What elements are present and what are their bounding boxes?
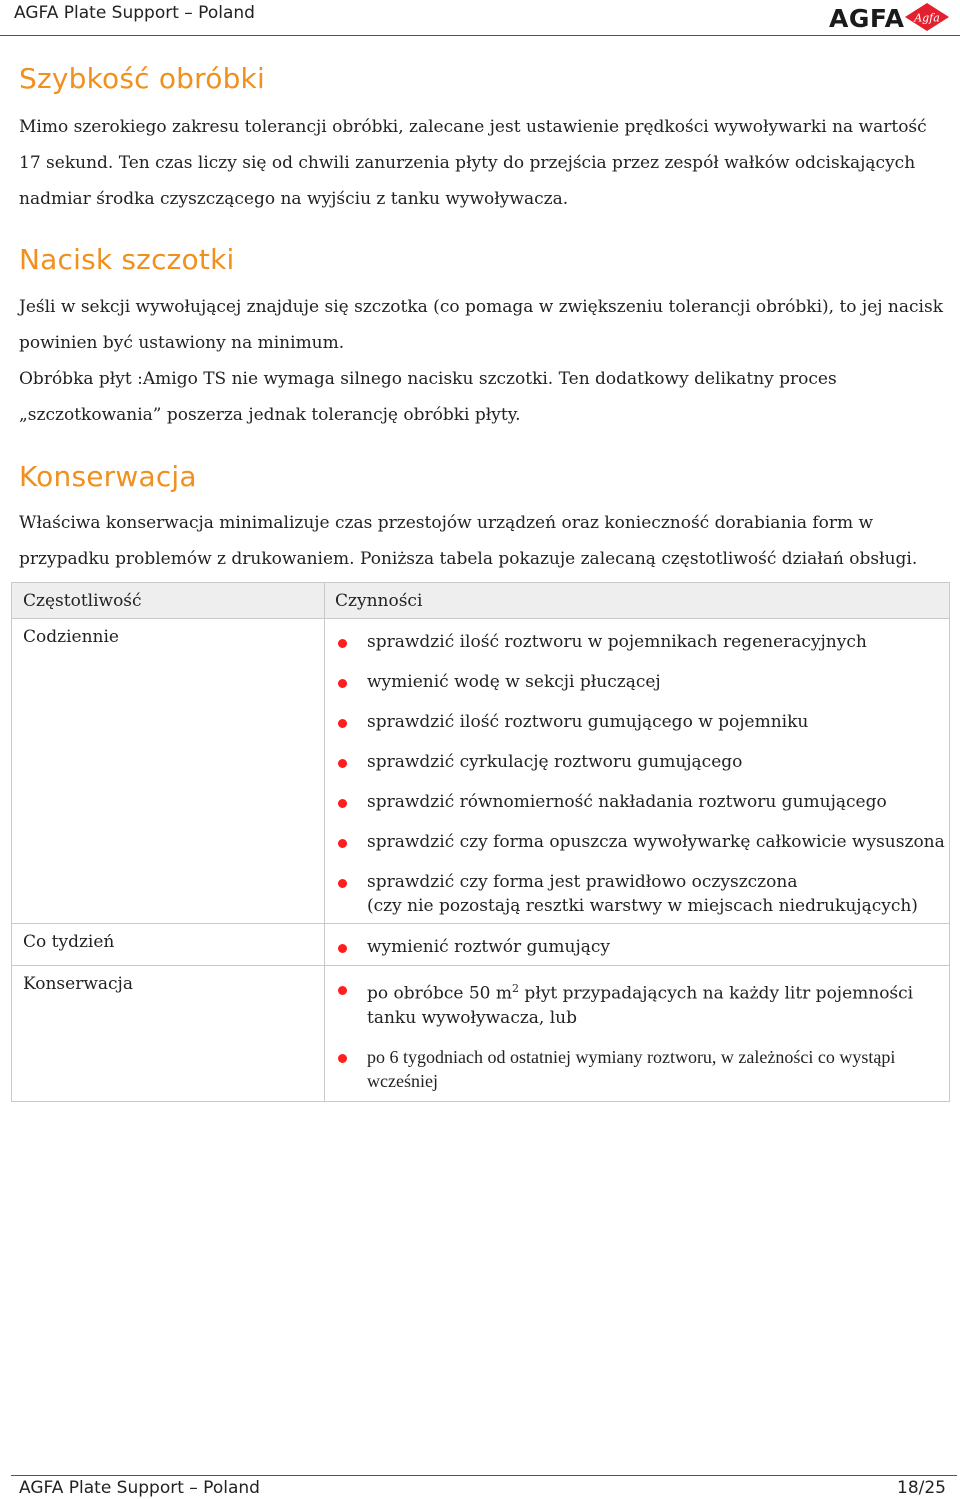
weekly-activity-list [325, 935, 949, 959]
page-number: 18/25 [897, 1478, 946, 1498]
list-item: po obróbce 50 $m^2$ płyt przypadających na każdy litr pojemności tanku wywoływacza, lub [325, 977, 949, 1030]
page-header [0, 0, 960, 36]
paragraph-speed: Mimo szerokiego zakresu tolerancji obróbki, zalecane jest ustawienie prędkości wywoływarki na wartość 17 sekund. Ten czas liczy się od chwili zanurzenia płyty do przejścia przez zespół wałków odciskających nadmiar środka czyszczącego na wyjściu z tanku wywoływacza. [19, 117, 927, 209]
bullet-icon [338, 799, 347, 808]
footer-title: AGFA Plate Support – Poland [19, 1478, 260, 1498]
list-item: sprawdzić ilość roztworu w pojemnikach regeneracyjnych [325, 630, 949, 654]
heading-konserwacja: Konserwacja [19, 460, 197, 493]
header-title: AGFA Plate Support – Poland [14, 3, 255, 23]
list-item: sprawdzić czy forma opuszcza wywoływarkę całkowicie wysuszona [325, 830, 949, 854]
list-item: sprawdzić czy forma jest prawidłowo oczyszczona (czy nie pozostają resztki warstwy w miejscach niedrukujących) [325, 870, 949, 918]
bullet-icon [338, 639, 347, 648]
bullet-icon [338, 986, 347, 995]
svg-text:AGFA: AGFA [829, 4, 905, 32]
activities-weekly [325, 924, 950, 966]
bullet-icon [338, 944, 347, 953]
table-row-weekly [12, 924, 950, 966]
table-row-maintenance [12, 966, 950, 1102]
list-item: po 6 tygodniach od ostatniej wymiany roztworu, w zależności co wystąpi wcześniej [325, 1045, 949, 1093]
maintenance-table [11, 582, 950, 1102]
paragraph-brush-2: Obróbka płyt :Amigo TS nie wymaga silnego nacisku szczotki. Ten dodatkowy delikatny proces „szczotkowania” poszerza jednak tolerancję obróbki płyty. [19, 369, 837, 425]
table-header-activities: Czynności [325, 583, 950, 619]
activities-daily [325, 619, 950, 924]
heading-szybkosc-obrobki: Szybkość obróbki [19, 62, 265, 95]
list-item: sprawdzić równomierność nakładania roztworu gumującego [325, 790, 949, 814]
list-item: sprawdzić cyrkulację roztworu gumującego [325, 750, 949, 774]
svg-text:Agfa: Agfa [914, 11, 940, 25]
bullet-icon [338, 839, 347, 848]
agfa-logo [829, 2, 949, 32]
bullet-icon [338, 879, 347, 888]
bullet-icon [338, 1054, 347, 1063]
list-item: wymienić roztwór gumujący [325, 935, 949, 959]
maintenance-activity-list [325, 977, 949, 1093]
table-header-frequency: Częstotliwość [12, 583, 325, 619]
bullet-icon [338, 759, 347, 768]
table-header-row [12, 583, 950, 619]
bullet-icon [338, 679, 347, 688]
activities-maintenance [325, 966, 950, 1102]
footer-divider [11, 1475, 957, 1476]
table-row-daily [12, 619, 950, 924]
bullet-icon [338, 719, 347, 728]
paragraph-maintenance: Właściwa konserwacja minimalizuje czas przestojów urządzeń oraz konieczność dorabiania form w przypadku problemów z drukowaniem. Poniższa tabela pokazuje zalecaną częstotliwość działań obsługi. [19, 513, 918, 569]
frequency-weekly: Co tydzień [12, 924, 325, 966]
daily-activity-list [325, 630, 949, 918]
paragraph-brush-1: Jeśli w sekcji wywołującej znajduje się szczotka (co pomaga w zwiększeniu tolerancji obróbki), to jej nacisk powinien być ustawiony na minimum. [19, 297, 944, 353]
frequency-maintenance: Konserwacja [12, 966, 325, 1102]
list-item: sprawdzić ilość roztworu gumującego w pojemniku [325, 710, 949, 734]
frequency-daily: Codziennie [12, 619, 325, 924]
heading-nacisk-szczotki: Nacisk szczotki [19, 243, 235, 276]
agfa-logo-icon [829, 2, 949, 32]
list-item: wymienić wodę w sekcji płuczącej [325, 670, 949, 694]
